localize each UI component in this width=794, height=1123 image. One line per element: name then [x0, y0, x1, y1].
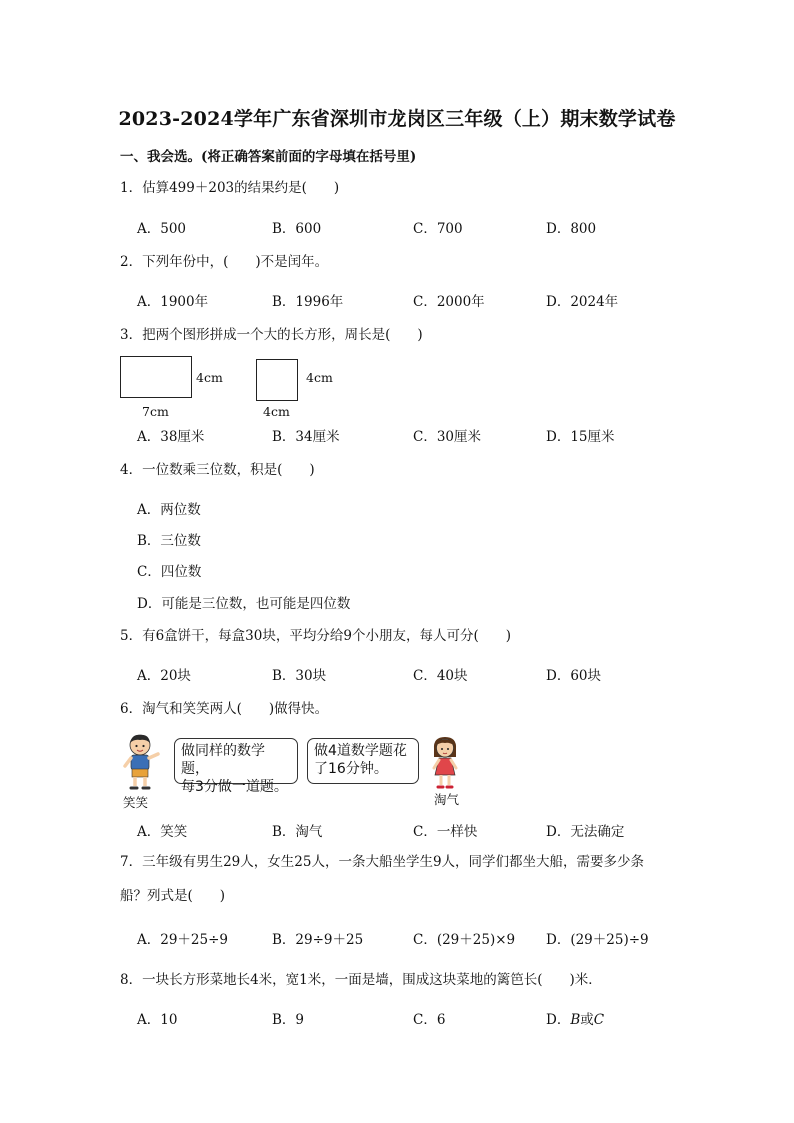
q6-option-c[interactable]: C．一样快: [413, 824, 478, 840]
question-1-options: [137, 217, 737, 237]
q6-option-d[interactable]: D．无法确定: [546, 824, 625, 840]
question-6-stem: 6．淘气和笑笑两人( )做得快。: [120, 701, 329, 717]
square-width-label: 4cm: [263, 404, 290, 419]
rectangle-shape: [120, 356, 192, 398]
q3-option-d[interactable]: D．15厘米: [546, 429, 615, 445]
q6-option-b[interactable]: B．淘气: [272, 824, 323, 840]
q8-option-d-or: 或: [580, 1012, 594, 1028]
question-7-stem-line-1: 7．三年级有男生29人，女生25人，一条大船坐学生9人，同学们都坐大船，需要多少条: [120, 854, 645, 870]
girl-speech-bubble: [307, 738, 419, 784]
boy-speech-line-1: 做同样的数学题，: [181, 743, 265, 777]
q3-option-a[interactable]: A．38厘米: [137, 429, 205, 445]
boy-speech-bubble: [174, 738, 298, 795]
q2-option-d[interactable]: D．2024年: [546, 294, 619, 310]
q7-option-a[interactable]: A．29＋25÷9: [137, 932, 229, 948]
q1-option-c[interactable]: C．700: [413, 221, 463, 237]
q3-option-c[interactable]: C．30厘米: [413, 429, 482, 445]
q1-option-b[interactable]: B．600: [272, 221, 322, 237]
q8-option-d-var-c: C: [593, 1012, 605, 1028]
q7-option-d[interactable]: D．(29＋25)÷9: [546, 932, 649, 948]
section-heading-1: 一、我会选。(将正确答案前面的字母填在括号里): [120, 149, 417, 165]
question-8-stem: 8．一块长方形菜地长4米，宽1米，一面是墙，围成这块菜地的篱笆长( )米．: [120, 972, 602, 988]
q1-option-d[interactable]: D．800: [546, 221, 597, 237]
q1-option-a[interactable]: A．500: [137, 221, 187, 237]
rect-height-label: 4cm: [196, 370, 223, 385]
q4-option-b[interactable]: B．三位数: [137, 533, 201, 549]
q8-option-d[interactable]: [546, 1008, 604, 1028]
q4-option-d[interactable]: D．可能是三位数，也可能是四位数: [137, 596, 351, 612]
question-5-stem: 5．有6盒饼干，每盒30块，平均分给9个小朋友，每人可分( ): [120, 628, 511, 644]
q2-option-b[interactable]: B．1996年: [272, 294, 344, 310]
question-7-options: [137, 928, 737, 948]
q6-option-a[interactable]: A．笑笑: [137, 824, 188, 840]
q2-option-c[interactable]: C．2000年: [413, 294, 485, 310]
girl-name-label: 淘气: [434, 792, 460, 807]
q4-option-a[interactable]: A．两位数: [137, 502, 201, 518]
q8-option-d-var-b: B: [570, 1012, 581, 1028]
exam-title: 2023-2024学年广东省深圳市龙岗区三年级（上）期末数学试卷: [118, 108, 676, 130]
q7-option-c[interactable]: C．(29＋25)×9: [413, 932, 516, 948]
question-3-stem: 3．把两个图形拼成一个大的长方形，周长是( ): [120, 327, 423, 343]
q5-option-d[interactable]: D．60块: [546, 668, 602, 684]
question-3-options: [137, 425, 737, 445]
q8-option-c[interactable]: C．6: [413, 1012, 446, 1028]
square-height-label: 4cm: [306, 370, 333, 385]
rect-width-label: 7cm: [142, 404, 169, 419]
boy-illustration: [118, 733, 164, 791]
q2-option-a[interactable]: A．1900年: [137, 294, 209, 310]
girl-speech-line-2: 了16分钟。: [314, 761, 388, 777]
question-2-options: [137, 290, 737, 310]
q3-option-b[interactable]: B．34厘米: [272, 429, 340, 445]
question-4-stem: 4．一位数乘三位数，积是( ): [120, 462, 315, 478]
boy-speech-line-2: 每3分做一道题。: [181, 779, 288, 795]
girl-illustration: [425, 735, 465, 791]
question-6-options: [137, 820, 737, 840]
question-1-stem: 1．估算499＋203的结果约是( ): [120, 180, 340, 196]
question-8-options: [137, 1008, 737, 1028]
question-5-options: [137, 664, 737, 684]
q4-option-c[interactable]: C．四位数: [137, 564, 202, 580]
q5-option-b[interactable]: B．30块: [272, 668, 327, 684]
boy-name-label: 笑笑: [123, 795, 149, 810]
q7-option-b[interactable]: B．29÷9＋25: [272, 932, 364, 948]
q5-option-a[interactable]: A．20块: [137, 668, 191, 684]
q8-option-a[interactable]: A．10: [137, 1012, 178, 1028]
square-shape: [256, 359, 298, 401]
q8-option-b[interactable]: B．9: [272, 1012, 305, 1028]
q5-option-c[interactable]: C．40块: [413, 668, 468, 684]
question-7-stem-line-2: 船？列式是( ): [120, 888, 226, 904]
q8-option-d-prefix: D．: [546, 1012, 571, 1028]
girl-speech-line-1: 做4道数学题花: [314, 743, 407, 759]
question-2-stem: 2．下列年份中，( )不是闰年。: [120, 254, 329, 270]
